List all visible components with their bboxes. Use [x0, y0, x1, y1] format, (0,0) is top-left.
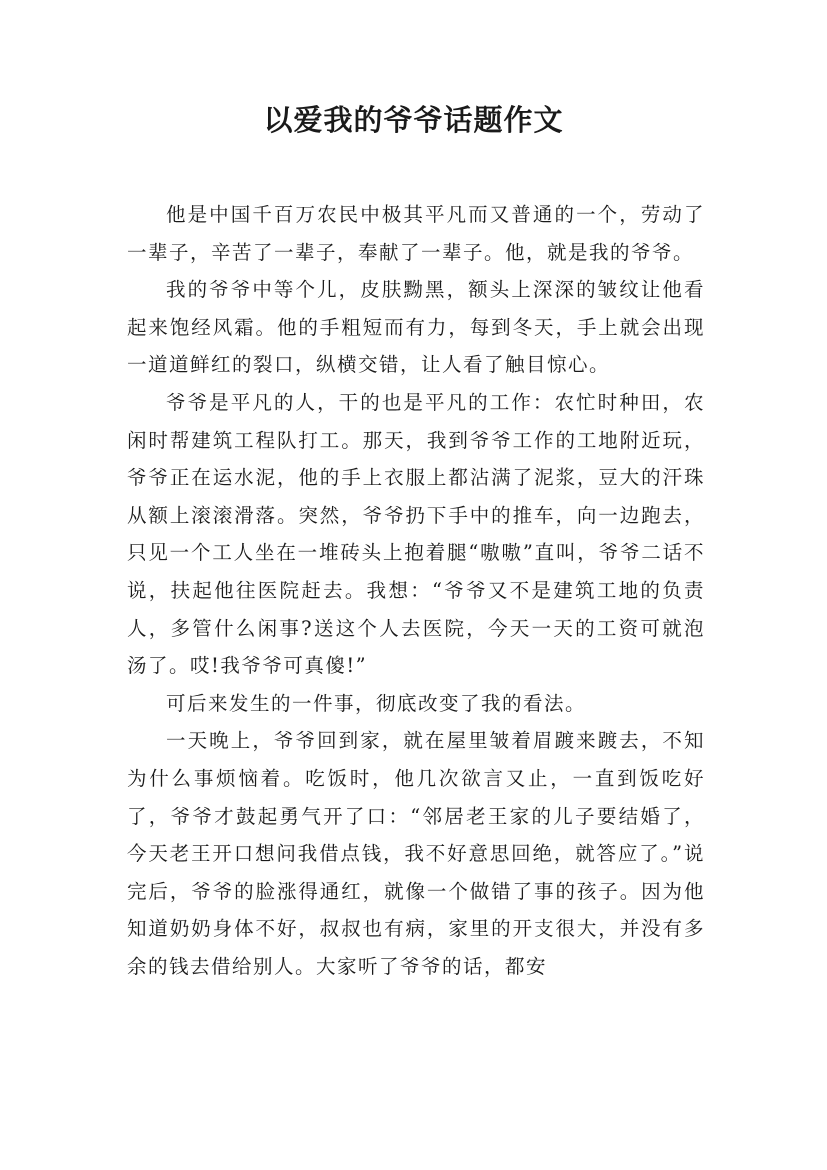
paragraph: 一天晚上，爷爷回到家，就在屋里皱着眉踱来踱去，不知为什么事烦恼着。吃饭时，他几次欲言又止，一直到饭吃好了，爷爷才鼓起勇气开了口：“邻居老王家的儿子要结婚了，今天老王开口想问我借点钱，我不好意思回绝，就答应了。”说完后，爷爷的脸涨得通红，就像一个做错了事的孩子。因为他知道奶奶身体不好，叔叔也有病，家里的开支很大，并没有多余的钱去借给别人。大家听了爷爷的话，都安 — [127, 729, 705, 978]
paragraph: 他是中国千百万农民中极其平凡而又普通的一个，劳动了一辈子，辛苦了一辈子，奉献了一辈子。他，就是我的爷爷。 — [127, 203, 705, 264]
paragraph: 爷爷是平凡的人，干的也是平凡的工作：农忙时种田，农闲时帮建筑工程队打工。那天，我到爷爷工作的工地附近玩，爷爷正在运水泥，他的手上衣服上都沾满了泥浆，豆大的汗珠从额上滚滚滑落。突然，爷爷扔下手中的推车，向一边跑去，只见一个工人坐在一堆砖头上抱着腿“嗷嗷”直叫，爷爷二话不说，扶起他往医院赶去。我想：“爷爷又不是建筑工地的负责人，多管什么闲事?送这个人去医院，今天一天的工资可就泡汤了。哎!我爷爷可真傻!” — [127, 390, 705, 678]
paragraph: 可后来发生的一件事，彻底改变了我的看法。 — [166, 691, 587, 715]
document-body — [127, 196, 705, 985]
document-title: 以爱我的爷爷话题作文 — [263, 103, 564, 137]
paragraph: 我的爷爷中等个儿，皮肤黝黑，额头上深深的皱纹让他看起来饱经风霜。他的手粗短而有力，每到冬天，手上就会出现一道道鲜红的裂口，纵横交错，让人看了触目惊心。 — [127, 278, 705, 377]
